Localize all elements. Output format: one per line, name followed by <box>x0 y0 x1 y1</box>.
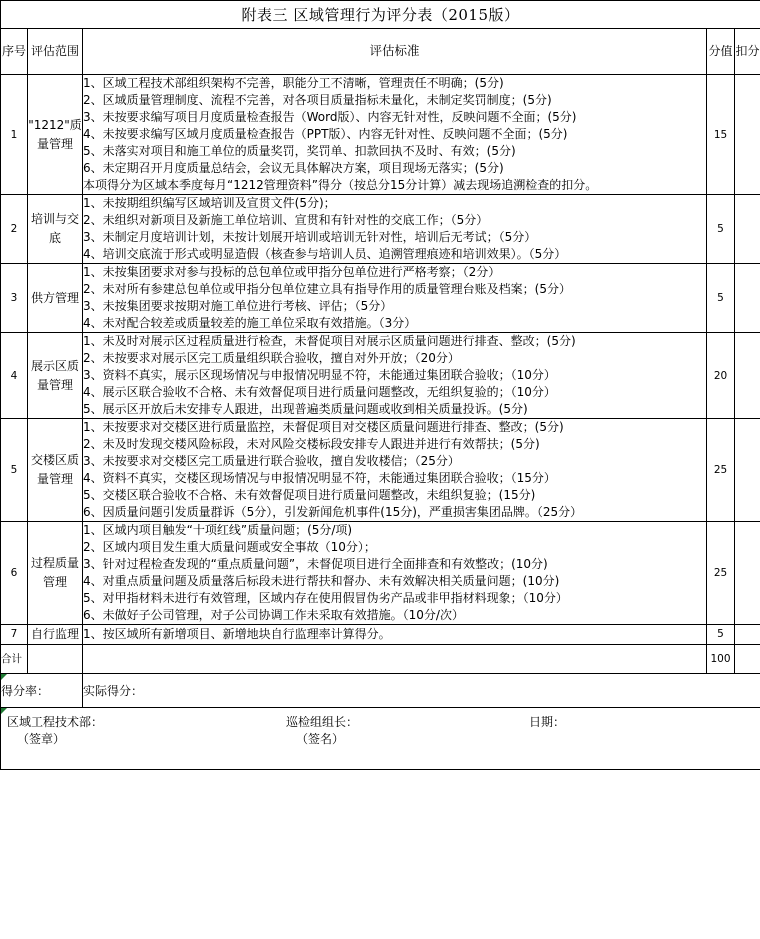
criteria-line: 3、针对过程检查发现的“重点质量问题”，未督促项目进行全面排查和有效整改；(10分) <box>83 557 548 571</box>
row-criteria <box>83 264 707 333</box>
row-deduction[interactable] <box>735 264 760 333</box>
signature-box <box>1 708 760 769</box>
table-row <box>1 419 760 522</box>
header-row <box>1 29 760 75</box>
page-title: 附表三 区域管理行为评分表（2015版） <box>1 1 760 29</box>
row-criteria <box>83 419 707 522</box>
criteria-line: 1、未按要求对交楼区进行质量监控，未督促项目对交楼区质量问题进行排查、整改；(5分) <box>83 420 564 434</box>
date-label: 日期： <box>529 714 566 729</box>
dept-signature-field[interactable] <box>7 714 103 748</box>
row-deduction[interactable] <box>735 195 760 264</box>
signature-cell <box>1 707 760 769</box>
criteria-line: 5、展示区开放后未安排专人跟进，出现普遍类质量问题或收到相关质量投诉。(5分) <box>83 402 528 416</box>
total-score: 100 <box>707 644 735 673</box>
row-score: 5 <box>707 625 735 645</box>
row-seq: 7 <box>1 625 28 645</box>
row-scope: 自行监理 <box>28 625 83 645</box>
total-deduction[interactable] <box>735 644 760 673</box>
criteria-line: 6、因质量问题引发质量群诉（5分），引发新闻危机事件(15分)，严重损害集团品牌。（25分） <box>83 505 583 519</box>
row-seq: 2 <box>1 195 28 264</box>
row-scope: 展示区质量管理 <box>28 333 83 419</box>
criteria-line: 1、未按集团要求对参与投标的总包单位或甲指分包单位进行严格考察；（2分） <box>83 265 501 279</box>
criteria-line: 1、未按期组织编写区域培训及宣贯文件(5分)； <box>83 196 336 210</box>
row-deduction[interactable] <box>735 419 760 522</box>
criteria-line: 3、未按集团要求按期对施工单位进行考核、评估；（5分） <box>83 299 393 313</box>
row-score: 5 <box>707 264 735 333</box>
criteria-line: 3、资料不真实，展示区现场情况与申报情况明显不符，未能通过集团联合验收；（10分） <box>83 368 556 382</box>
total-criteria <box>83 644 707 673</box>
row-criteria <box>83 333 707 419</box>
criteria-line: 2、未及时发现交楼风险标段，未对风险交楼标段安排专人跟进并进行有效帮扶；(5分) <box>83 437 540 451</box>
table-row <box>1 75 760 195</box>
criteria-line: 4、资料不真实，交楼区现场情况与申报情况明显不符，未能通过集团联合验收；（15分） <box>83 471 556 485</box>
row-deduction[interactable] <box>735 333 760 419</box>
row-seq: 3 <box>1 264 28 333</box>
leader-signature-label: 巡检组组长： <box>286 714 359 729</box>
criteria-line: 1、未及时对展示区过程质量进行检查，未督促项目对展示区质量问题进行排查、整改；(5分) <box>83 334 576 348</box>
score-rate-cell[interactable] <box>1 673 83 707</box>
criteria-line: 3、未按要求对交楼区完工质量进行联合验收，擅自发收楼信；（25分） <box>83 454 460 468</box>
row-score: 20 <box>707 333 735 419</box>
criteria-line: 4、对重点质量问题及质量落后标段未进行帮扶和督办、未有效解决相关质量问题；(10分) <box>83 574 560 588</box>
criteria-line: 本项得分为区域本季度每月“1212管理资料”得分（按总分15分计算）减去现场追溯检查的扣分。 <box>83 178 598 192</box>
row-deduction[interactable] <box>735 625 760 645</box>
row-scope: 过程质量管理 <box>28 522 83 625</box>
dept-signature-label: 区域工程技术部： <box>7 714 104 729</box>
row-criteria <box>83 195 707 264</box>
table-row <box>1 522 760 625</box>
criteria-line: 5、交楼区联合验收不合格、未有效督促项目进行质量问题整改，未组织复验；(15分) <box>83 488 536 502</box>
criteria-line: 2、未对所有参建总包单位或甲指分包单位建立具有指导作用的质量管理台账及档案；(5分） <box>83 282 571 296</box>
leader-signature-sublabel: （签名） <box>296 731 345 746</box>
column-header-criteria: 评估标准 <box>83 29 707 75</box>
row-score: 5 <box>707 195 735 264</box>
total-scope <box>28 644 83 673</box>
criteria-line: 2、区域内项目发生重大质量问题或安全事故（10分）； <box>83 540 376 554</box>
row-seq: 5 <box>1 419 28 522</box>
table-row <box>1 333 760 419</box>
row-criteria <box>83 625 707 645</box>
signature-row <box>1 707 760 769</box>
criteria-line: 6、未做好子公司管理，对子公司协调工作未采取有效措施。（10分/次） <box>83 608 464 622</box>
date-field[interactable] <box>529 714 565 731</box>
row-criteria <box>83 522 707 625</box>
table-row <box>1 264 760 333</box>
dept-signature-sublabel: （签章） <box>17 731 66 746</box>
criteria-line: 1、区域工程技术部组织架构不完善，职能分工不清晰，管理责任不明确；(5分) <box>83 76 504 90</box>
row-score: 15 <box>707 75 735 195</box>
row-score: 25 <box>707 522 735 625</box>
column-header-seq: 序号 <box>1 29 28 75</box>
row-seq: 4 <box>1 333 28 419</box>
criteria-line: 5、未落实对项目和施工单位的质量奖罚，奖罚单、扣款回执不及时、有效；(5分) <box>83 144 516 158</box>
total-row <box>1 644 760 673</box>
row-scope: 供方管理 <box>28 264 83 333</box>
row-scope: "1212"质量管理 <box>28 75 83 195</box>
actual-score-cell[interactable] <box>83 673 760 707</box>
criteria-line: 2、未按要求对展示区完工质量组织联合验收，擅自对外开放；（20分） <box>83 351 460 365</box>
row-seq: 6 <box>1 522 28 625</box>
criteria-line: 2、区域质量管理制度、流程不完善，对各项目质量指标未量化，未制定奖罚制度；(5分) <box>83 93 552 107</box>
criteria-line: 4、未对配合较差或质量较差的施工单位采取有效措施。（3分） <box>83 316 417 330</box>
criteria-line: 2、未组织对新项目及新施工单位培训、宣贯和有针对性的交底工作；（5分） <box>83 213 489 227</box>
actual-score-label: 实际得分： <box>83 683 144 698</box>
criteria-line: 4、培训交底流于形式或明显造假（核查参与培训人员、追溯管理痕迹和培训效果）。（5分） <box>83 247 567 261</box>
criteria-line: 1、按区域所有新增项目、新增地块自行监理率计算得分。 <box>83 626 391 641</box>
row-deduction[interactable] <box>735 75 760 195</box>
criteria-line: 4、展示区联合验收不合格、未有效督促项目进行质量问题整改，无组织复验的；（10分） <box>83 385 556 399</box>
column-header-scope: 评估范围 <box>28 29 83 75</box>
row-score: 25 <box>707 419 735 522</box>
criteria-line: 1、区域内项目触发“十项红线”质量问题；(5分/项) <box>83 523 353 537</box>
summary-row <box>1 673 760 707</box>
criteria-line: 5、对甲指材料未进行有效管理，区域内存在使用假冒伪劣产品或非甲指材料现象；（10分） <box>83 591 568 605</box>
column-header-score: 分值 <box>707 29 735 75</box>
row-scope: 培训与交底 <box>28 195 83 264</box>
leader-signature-field[interactable] <box>286 714 358 748</box>
row-deduction[interactable] <box>735 522 760 625</box>
title-row <box>1 1 760 29</box>
table-row <box>1 625 760 645</box>
score-rate-label: 得分率： <box>1 683 50 698</box>
row-scope: 交楼区质量管理 <box>28 419 83 522</box>
column-header-deduction: 扣分 <box>735 29 760 75</box>
table-body <box>1 1 760 770</box>
criteria-line: 3、未按要求编写项目月度质量检查报告（Word版）、内容无针对性，反映问题不全面；(5分) <box>83 110 577 124</box>
total-label: 合计 <box>1 644 28 673</box>
row-seq: 1 <box>1 75 28 195</box>
table-row <box>1 195 760 264</box>
criteria-line: 4、未按要求编写区域月度质量检查报告（PPT版）、内容无针对性、反映问题不全面；(5分) <box>83 127 568 141</box>
row-criteria <box>83 75 707 195</box>
criteria-line: 3、未制定月度培训计划，未按计划展开培训或培训无针对性，培训后无考试；（5分） <box>83 230 537 244</box>
criteria-line: 6、未定期召开月度质量总结会，会议无具体解决方案，项目现场无落实；(5分) <box>83 161 504 175</box>
comment-marker-icon <box>1 674 7 680</box>
